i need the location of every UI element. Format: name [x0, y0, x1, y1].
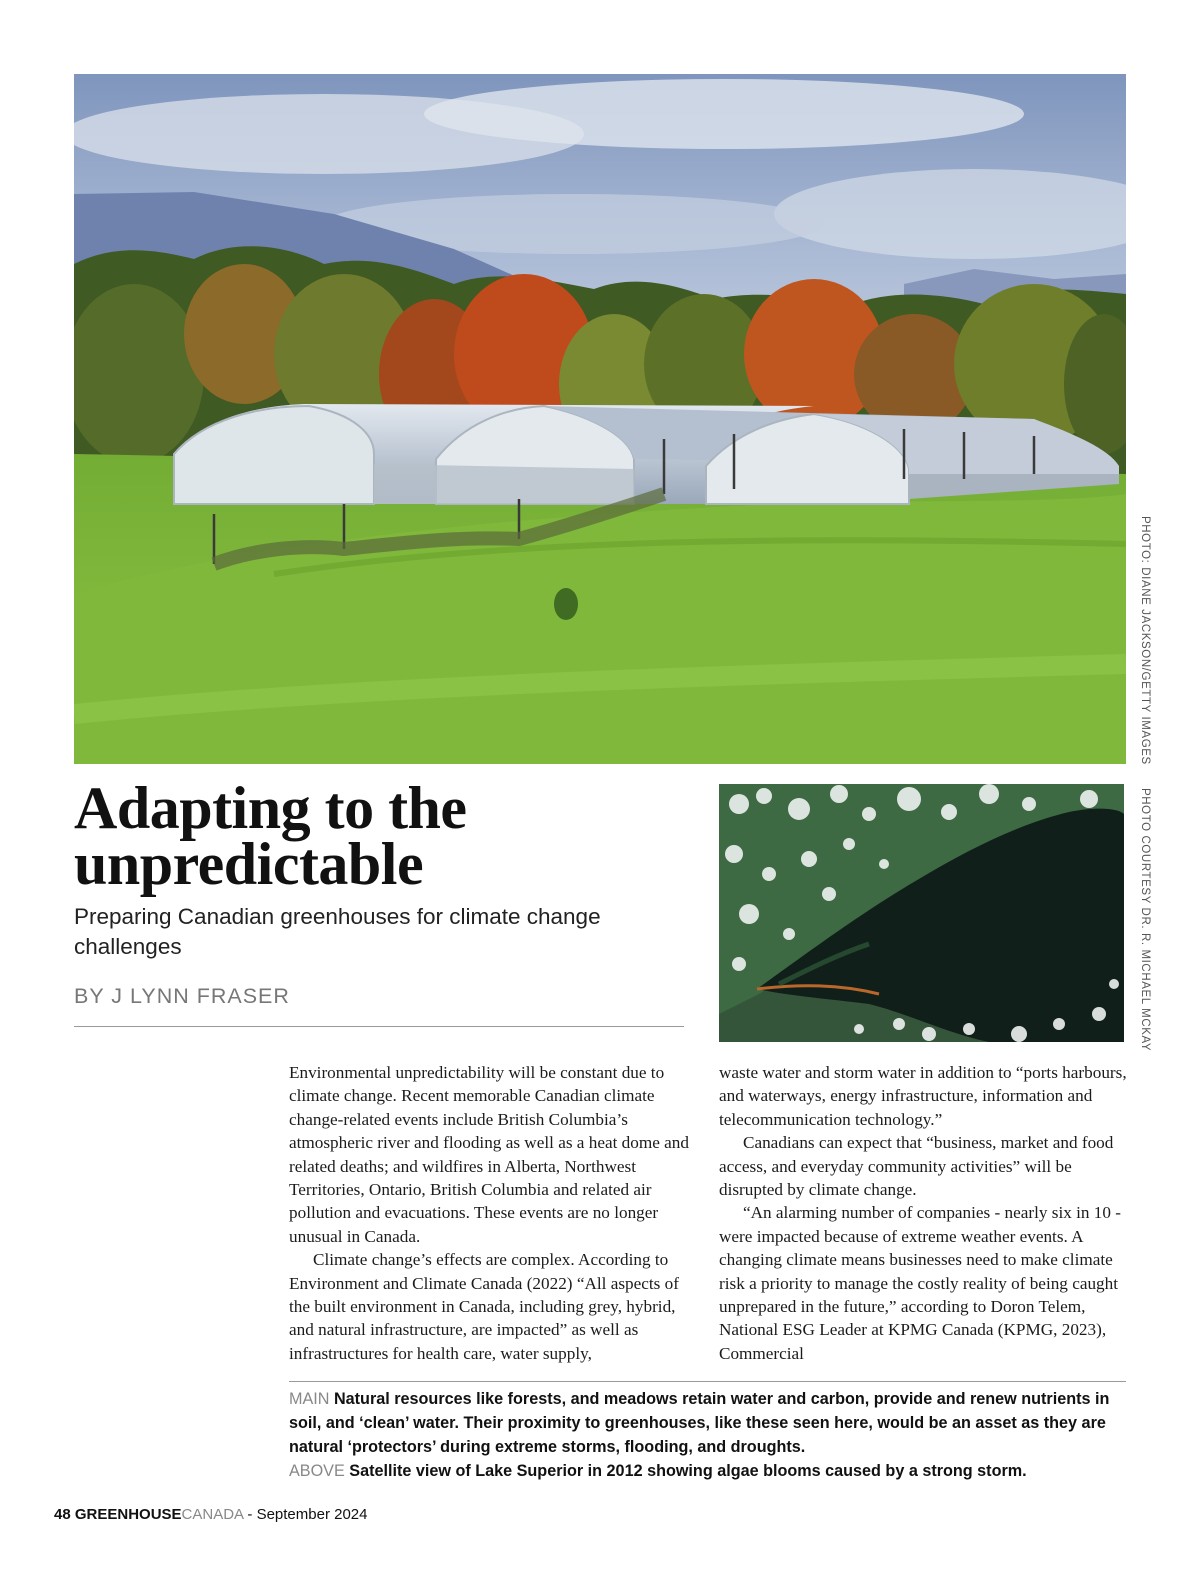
- main-caption-label: MAIN: [289, 1390, 330, 1408]
- article-title: [74, 775, 704, 897]
- main-caption-text: Natural resources like forests, and meadows retain water and carbon, provide and renew nutrients in soil, and ‘clean’ water. Their proximity to greenhouses, like these seen here, would be an asset as they are natural ‘protectors’ during extreme storms, flooding, and droughts.: [289, 1390, 1110, 1456]
- main-photo: [74, 74, 1126, 764]
- body-column-1: [289, 1061, 697, 1365]
- above-caption: [289, 1459, 1119, 1483]
- main-photo-credit: PHOTO: DIANE JACKSON/GETTY IMAGES: [1139, 516, 1151, 765]
- above-caption-text: Satellite view of Lake Superior in 2012 showing algae blooms caused by a strong storm.: [349, 1462, 1027, 1480]
- main-caption: [289, 1387, 1119, 1459]
- body-paragraph: “An alarming number of companies - nearly six in 10 - were impacted because of extreme weather events. A changing climate means businesses need to make climate risk a priority to manage the costly reality of being caught unprepared in the future,” according to Doron Telem, National ESG Leader at KPMG Canada (KPMG, 2023), Commercial: [719, 1203, 1122, 1363]
- issue-date: - September 2024: [247, 1506, 368, 1523]
- byline: BY J LYNN FRASER: [74, 984, 290, 1008]
- page-footer: [54, 1506, 367, 1523]
- body-paragraph: waste water and storm water in addition to “ports harbours, and waterways, energy infrastructure, information and telecommunication technology.”: [719, 1063, 1127, 1129]
- body-paragraph: Climate change’s effects are complex. According to Environment and Climate Canada (2022) “All aspects of the built environment in Canada, including grey, hybrid, and natural infrastructure, are impacted” as well as infrastructures for health care, water supply,: [289, 1250, 679, 1363]
- photo-captions: [289, 1387, 1119, 1483]
- magazine-name-suffix: CANADA: [181, 1506, 244, 1523]
- body-column-2: [719, 1061, 1127, 1365]
- title-line-1: Adapting to the: [74, 775, 467, 841]
- satellite-photo-credit: PHOTO COURTESY DR. R. MICHAEL MCKAY: [1139, 788, 1151, 1052]
- above-caption-label: ABOVE: [289, 1462, 345, 1480]
- byline-divider: [74, 1026, 684, 1027]
- body-paragraph: Environmental unpredictability will be constant due to climate change. Recent memorable Canadian climate change-related events include British Columbia’s atmospheric river and flooding as well as a heat dome and related deaths; and wildfires in Alberta, Northwest Territories, Ontario, British Columbia and related air pollution and evacuations. These events are no longer unusual in Canada.: [289, 1063, 689, 1246]
- caption-divider: [289, 1381, 1126, 1382]
- satellite-photo: [719, 784, 1124, 1042]
- title-line-2: unpredictable: [74, 831, 424, 897]
- page-number: 48: [54, 1506, 71, 1523]
- magazine-name: GREENHOUSE: [74, 1506, 182, 1523]
- article-subtitle: Preparing Canadian greenhouses for climate change challenges: [74, 904, 601, 959]
- body-paragraph: Canadians can expect that “business, market and food access, and everyday community activities” will be disrupted by climate change.: [719, 1133, 1114, 1200]
